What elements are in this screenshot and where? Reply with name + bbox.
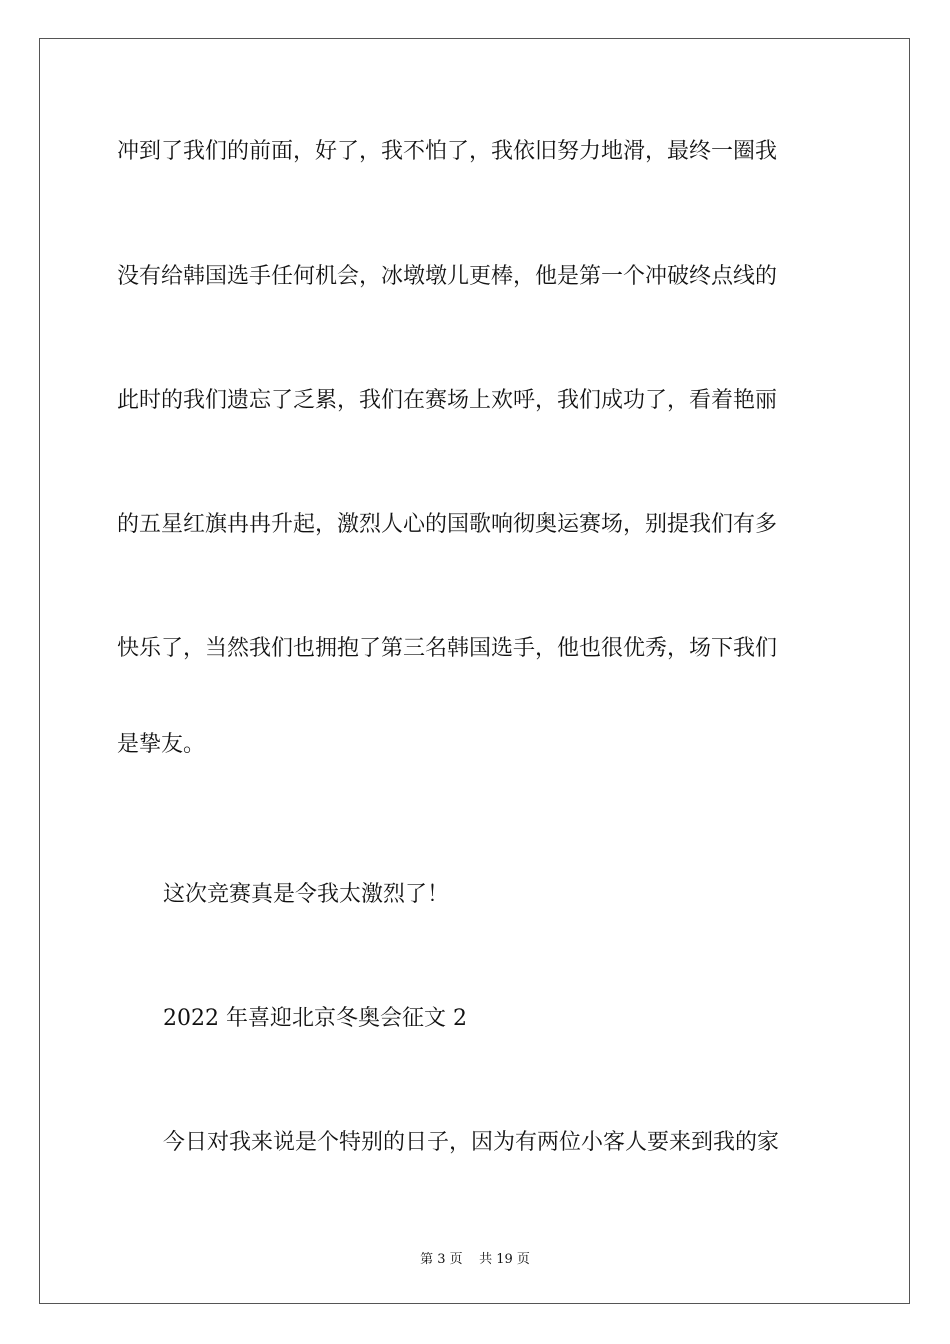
essay-title: 2022 年喜迎北京冬奥会征文 2 <box>163 1006 467 1031</box>
paragraph-next: 今日对我来说是个特别的日子，因为有两位小客人要来到我的家 <box>163 1130 780 1155</box>
paragraph-exclamation: 这次竞赛真是令我太激烈了！ <box>163 882 450 907</box>
body-line-6: 是挚友。 <box>117 732 206 757</box>
body-line-3: 此时的我们遗忘了乏累，我们在赛场上欢呼，我们成功了，看着艳丽 <box>117 388 778 413</box>
body-line-4: 的五星红旗冉冉升起，激烈人心的国歌响彻奥运赛场，别提我们有多 <box>117 512 778 537</box>
page-border <box>39 38 910 1304</box>
body-line-5: 快乐了，当然我们也拥抱了第三名韩国选手，他也很优秀，场下我们 <box>117 636 778 661</box>
body-line-1: 冲到了我们的前面，好了，我不怕了，我依旧努力地滑，最终一圈我 <box>117 139 778 164</box>
page-number-footer: 第 3 页 共 19 页 <box>420 1252 530 1267</box>
body-line-2: 没有给韩国选手任何机会，冰墩墩儿更棒，他是第一个冲破终点线的 <box>117 264 778 289</box>
